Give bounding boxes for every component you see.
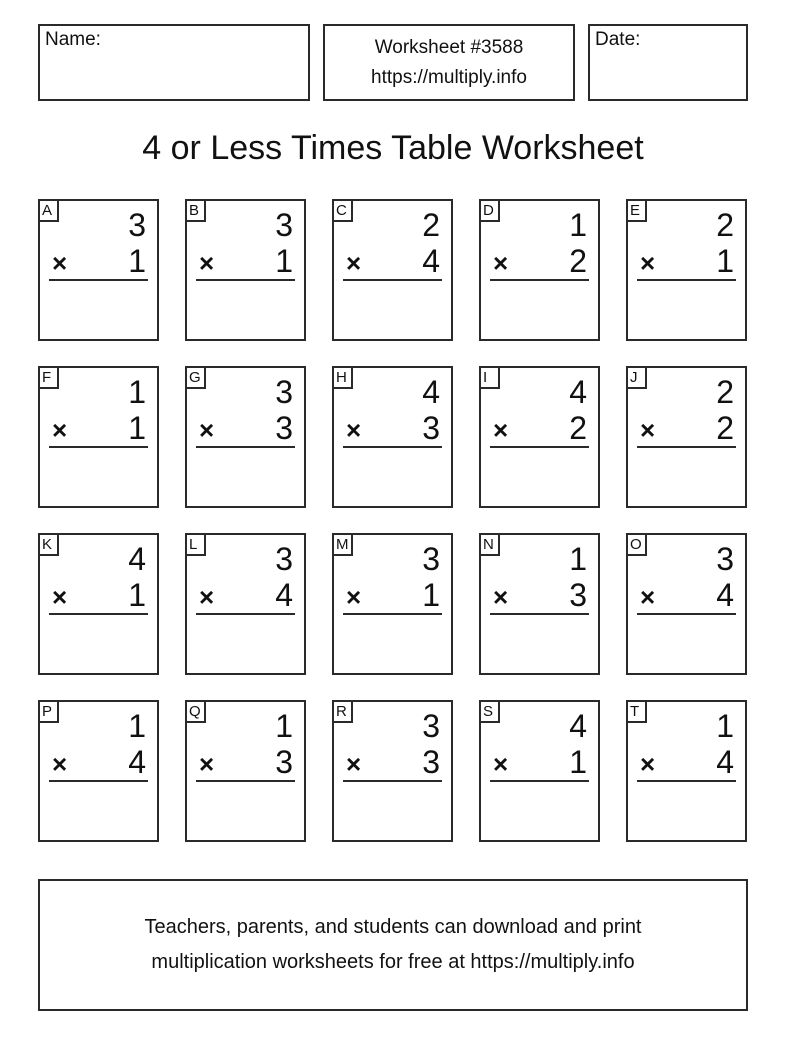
answer-line: [196, 613, 295, 615]
multiplier: 4: [716, 744, 734, 780]
answer-line: [490, 279, 589, 281]
problem-card[interactable]: [38, 366, 159, 508]
multiplier: 4: [716, 577, 734, 613]
multiplier: 4: [275, 577, 293, 613]
multiplicand: 1: [128, 374, 146, 410]
multiplier: 1: [128, 243, 146, 279]
multiplicand: 4: [569, 374, 587, 410]
multiplier: 1: [128, 577, 146, 613]
multiplier: 1: [128, 410, 146, 446]
multiplier: 3: [275, 744, 293, 780]
multiply-sign-icon: ×: [199, 415, 215, 445]
multiplicand: 4: [128, 541, 146, 577]
worksheet-number: Worksheet #3588: [374, 36, 524, 58]
problem-letter: O: [626, 533, 647, 556]
multiplicand: 1: [569, 207, 587, 243]
multiplier: 2: [716, 410, 734, 446]
footer-line-1: Teachers, parents, and students can download and print: [144, 916, 642, 938]
answer-line: [343, 279, 442, 281]
multiplicand: 1: [128, 708, 146, 744]
multiply-sign-icon: ×: [52, 582, 68, 612]
problem-card[interactable]: [626, 533, 747, 675]
multiplier: 1: [422, 577, 440, 613]
multiplier: 4: [422, 243, 440, 279]
problem-card[interactable]: [38, 533, 159, 675]
problem-card[interactable]: [332, 199, 453, 341]
answer-line: [490, 613, 589, 615]
multiply-sign-icon: ×: [640, 248, 656, 278]
multiplier: 3: [422, 410, 440, 446]
multiply-sign-icon: ×: [346, 582, 362, 612]
problem-letter: F: [38, 366, 59, 389]
problem-card[interactable]: [479, 533, 600, 675]
multiplier: 3: [569, 577, 587, 613]
answer-line: [490, 446, 589, 448]
answer-line: [196, 279, 295, 281]
problem-card[interactable]: [332, 366, 453, 508]
answer-line: [637, 279, 736, 281]
problem-letter: B: [185, 199, 206, 222]
multiplier: 4: [128, 744, 146, 780]
problem-letter: I: [479, 366, 500, 389]
problem-letter: E: [626, 199, 647, 222]
problem-card[interactable]: [185, 700, 306, 842]
answer-line: [343, 613, 442, 615]
multiplier: 3: [275, 410, 293, 446]
answer-line: [343, 446, 442, 448]
problem-card[interactable]: [626, 199, 747, 341]
multiply-sign-icon: ×: [493, 415, 509, 445]
multiply-sign-icon: ×: [640, 582, 656, 612]
problem-card[interactable]: [38, 700, 159, 842]
answer-line: [196, 446, 295, 448]
multiplier: 1: [569, 744, 587, 780]
multiply-sign-icon: ×: [52, 248, 68, 278]
multiply-sign-icon: ×: [346, 248, 362, 278]
name-label: Name:: [45, 29, 101, 50]
problem-card[interactable]: [479, 199, 600, 341]
problem-letter: C: [332, 199, 353, 222]
multiply-sign-icon: ×: [493, 248, 509, 278]
multiply-sign-icon: ×: [346, 749, 362, 779]
date-field[interactable]: [588, 24, 748, 101]
multiplicand: 3: [275, 541, 293, 577]
problem-card[interactable]: [185, 366, 306, 508]
problem-card[interactable]: [626, 366, 747, 508]
multiplicand: 3: [275, 207, 293, 243]
problem-letter: H: [332, 366, 353, 389]
date-label: Date:: [595, 29, 641, 50]
multiplier: 2: [569, 243, 587, 279]
problem-letter: P: [38, 700, 59, 723]
answer-line: [49, 446, 148, 448]
worksheet-url: https://multiply.info: [371, 66, 527, 88]
multiplicand: 3: [716, 541, 734, 577]
problem-card[interactable]: [185, 199, 306, 341]
answer-line: [196, 780, 295, 782]
answer-line: [49, 279, 148, 281]
problem-card[interactable]: [185, 533, 306, 675]
multiply-sign-icon: ×: [640, 415, 656, 445]
name-field[interactable]: [38, 24, 310, 101]
problem-card[interactable]: [332, 533, 453, 675]
multiplicand: 3: [422, 541, 440, 577]
multiplicand: 2: [716, 374, 734, 410]
answer-line: [343, 780, 442, 782]
multiply-sign-icon: ×: [346, 415, 362, 445]
problem-letter: K: [38, 533, 59, 556]
page-title: 4 or Less Times Table Worksheet: [142, 129, 644, 167]
problem-letter: S: [479, 700, 500, 723]
problem-card[interactable]: [332, 700, 453, 842]
problem-letter: R: [332, 700, 353, 723]
problem-letter: A: [38, 199, 59, 222]
footer-box: [38, 879, 748, 1011]
answer-line: [49, 613, 148, 615]
worksheet-info-box: [323, 24, 575, 101]
answer-line: [637, 780, 736, 782]
problem-letter: D: [479, 199, 500, 222]
problem-letter: L: [185, 533, 206, 556]
multiplicand: 1: [275, 708, 293, 744]
multiplier: 3: [422, 744, 440, 780]
problem-letter: N: [479, 533, 500, 556]
multiplicand: 3: [275, 374, 293, 410]
answer-line: [637, 613, 736, 615]
multiplicand: 4: [569, 708, 587, 744]
multiplicand: 3: [128, 207, 146, 243]
multiplicand: 2: [422, 207, 440, 243]
multiplier: 1: [275, 243, 293, 279]
problem-letter: Q: [185, 700, 206, 723]
multiplicand: 2: [716, 207, 734, 243]
problem-letter: M: [332, 533, 353, 556]
multiplicand: 1: [569, 541, 587, 577]
answer-line: [49, 780, 148, 782]
multiply-sign-icon: ×: [493, 749, 509, 779]
multiply-sign-icon: ×: [493, 582, 509, 612]
footer-line-2: multiplication worksheets for free at https://multiply.info: [151, 951, 635, 973]
problem-letter: G: [185, 366, 206, 389]
problem-card[interactable]: [479, 700, 600, 842]
problem-card[interactable]: [479, 366, 600, 508]
multiply-sign-icon: ×: [199, 248, 215, 278]
problem-card[interactable]: [38, 199, 159, 341]
answer-line: [637, 446, 736, 448]
multiplicand: 1: [716, 708, 734, 744]
answer-line: [490, 780, 589, 782]
multiplicand: 3: [422, 708, 440, 744]
multiplier: 2: [569, 410, 587, 446]
multiply-sign-icon: ×: [199, 749, 215, 779]
multiply-sign-icon: ×: [199, 582, 215, 612]
problem-letter: J: [626, 366, 647, 389]
multiplicand: 4: [422, 374, 440, 410]
multiply-sign-icon: ×: [640, 749, 656, 779]
problem-letter: T: [626, 700, 647, 723]
multiplier: 1: [716, 243, 734, 279]
problem-card[interactable]: [626, 700, 747, 842]
multiply-sign-icon: ×: [52, 749, 68, 779]
multiply-sign-icon: ×: [52, 415, 68, 445]
